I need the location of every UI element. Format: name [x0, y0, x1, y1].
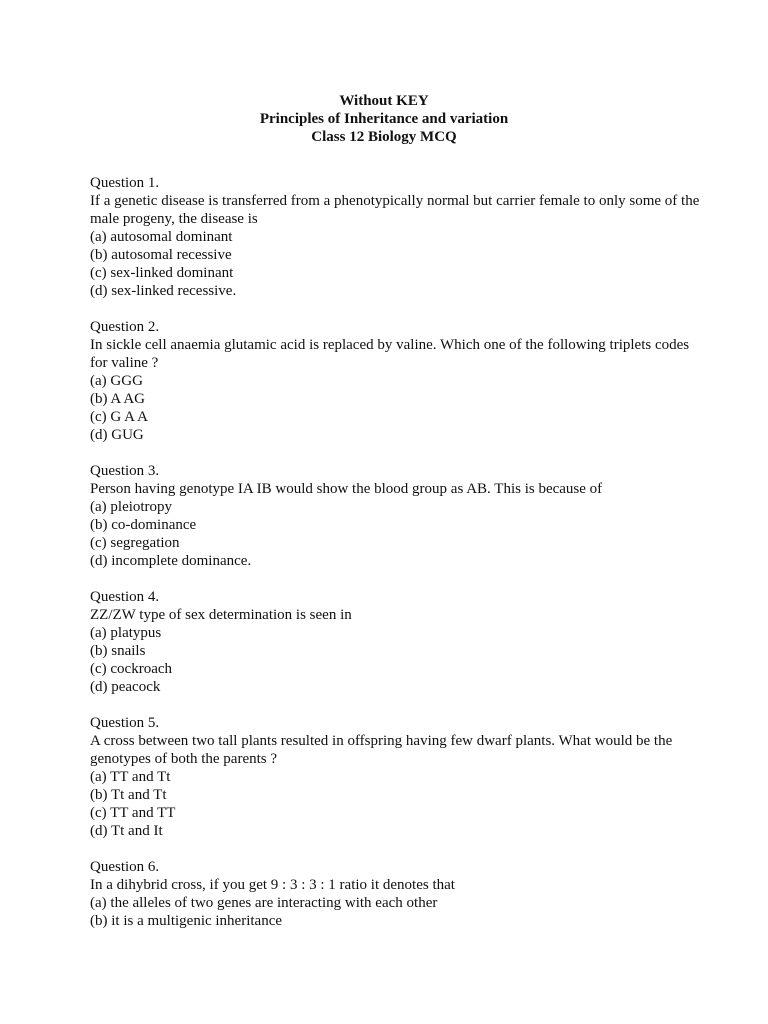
question-option: (c) segregation — [90, 535, 180, 551]
question-text: ZZ/ZW type of sex determination is seen in — [90, 607, 352, 623]
question-option: (c) sex-linked dominant — [90, 265, 234, 281]
question-2 — [90, 318, 700, 444]
question-text: In a dihybrid cross, if you get 9 : 3 : 3 : 1 ratio it denotes that — [90, 877, 455, 893]
question-3 — [90, 462, 700, 570]
question-text: A cross between two tall plants resulted in offspring having few dwarf plants. What would be the genotypes of both the parents ? — [90, 733, 673, 767]
question-option: (c) cockroach — [90, 661, 173, 677]
question-option: (b) A AG — [90, 391, 146, 407]
question-option: (a) GGG — [90, 373, 143, 389]
question-6 — [90, 858, 700, 930]
question-option: (b) autosomal recessive — [90, 247, 232, 263]
question-title: Question 5. — [90, 715, 160, 731]
question-title: Question 6. — [90, 859, 160, 875]
question-5 — [90, 714, 700, 840]
document-header — [0, 92, 768, 146]
question-option: (a) TT and Tt — [90, 769, 171, 785]
question-option: (d) peacock — [90, 679, 161, 695]
question-text: If a genetic disease is transferred from a phenotypically normal but carrier female to only some of the male progeny, the disease is — [90, 193, 700, 227]
question-list — [90, 174, 700, 930]
question-option: (b) co-dominance — [90, 517, 197, 533]
question-1 — [90, 174, 700, 300]
question-option: (b) snails — [90, 643, 146, 659]
question-option: (a) pleiotropy — [90, 499, 173, 515]
question-option: (b) it is a multigenic inheritance — [90, 913, 283, 929]
header-title: Without KEY — [339, 93, 429, 109]
question-option: (d) GUG — [90, 427, 144, 443]
question-text: In sickle cell anaemia glutamic acid is replaced by valine. Which one of the following triplets codes for valine ? — [90, 337, 690, 371]
question-title: Question 2. — [90, 319, 160, 335]
question-option: (d) Tt and It — [90, 823, 163, 839]
header-class: Class 12 Biology MCQ — [311, 129, 457, 145]
question-option: (d) sex-linked recessive. — [90, 283, 237, 299]
question-text: Person having genotype IA IB would show the blood group as AB. This is because of — [90, 481, 603, 497]
question-option: (a) platypus — [90, 625, 162, 641]
question-option: (a) the alleles of two genes are interacting with each other — [90, 895, 438, 911]
header-subject: Principles of Inheritance and variation — [259, 111, 509, 127]
question-option: (c) G A A — [90, 409, 148, 425]
question-title: Question 4. — [90, 589, 160, 605]
question-title: Question 1. — [90, 175, 160, 191]
question-option: (a) autosomal dominant — [90, 229, 233, 245]
question-option: (c) TT and TT — [90, 805, 176, 821]
question-4 — [90, 588, 700, 696]
question-option: (d) incomplete dominance. — [90, 553, 252, 569]
document-page — [90, 92, 700, 948]
question-option: (b) Tt and Tt — [90, 787, 167, 803]
question-title: Question 3. — [90, 463, 160, 479]
